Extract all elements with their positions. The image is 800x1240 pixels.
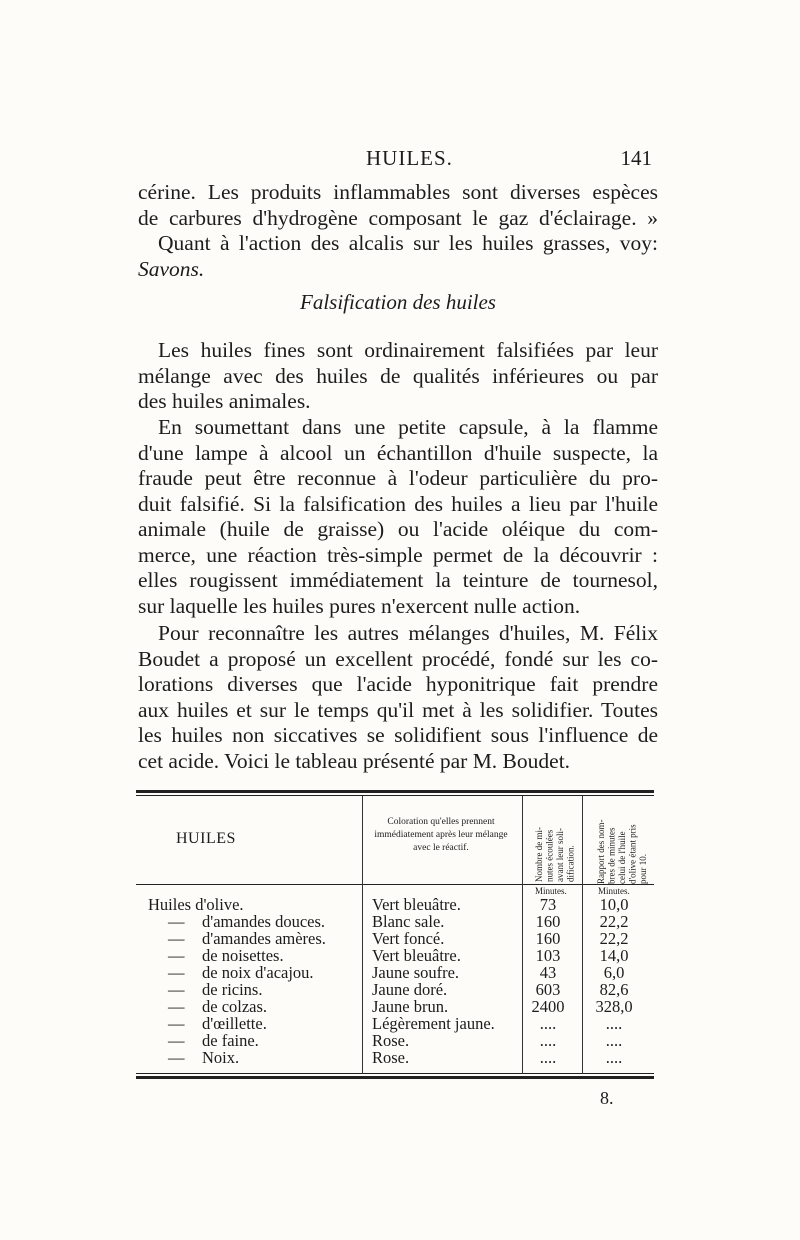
ditto-dash: — xyxy=(168,1014,185,1033)
coloration-cell: Vert bleuâtre. xyxy=(372,946,461,965)
table-row xyxy=(136,964,654,981)
oil-name: de noisettes. xyxy=(202,946,284,965)
text-line: duit falsifié. Si la falsification des huiles a lieu par l'huile xyxy=(138,491,658,516)
minutes-cell: 603 xyxy=(535,980,561,999)
table-row xyxy=(136,1032,654,1049)
text-line: cérine. Les produits inflammables sont diverses espèces xyxy=(138,180,658,204)
minutes-cell: .... xyxy=(539,1014,557,1033)
text-line: animale (huile de graisse) ou l'acide oléique du com- xyxy=(138,517,658,541)
text-line: lorations diverses que l'acide hyponitrique fait prendre xyxy=(138,672,658,696)
oil-name: d'œillette. xyxy=(202,1014,267,1033)
text-line: de carbures d'hydrogène composant le gaz d'éclairage. » xyxy=(138,205,658,230)
text-line: les huiles non siccatives se solidifient sous l'influence de xyxy=(138,723,658,747)
ditto-dash: — xyxy=(168,997,185,1016)
ditto-dash: — xyxy=(168,1031,185,1050)
rapport-cell: 6,0 xyxy=(603,963,625,982)
text-line: Quant à l'action des alcalis sur les huiles grasses, voy: xyxy=(158,231,658,255)
text-line: merce, une réaction très-simple permet de la découvrir : xyxy=(138,542,658,567)
rapport-cell: .... xyxy=(605,1014,623,1033)
oil-name: d'amandes douces. xyxy=(202,912,326,931)
table-row xyxy=(136,1049,654,1066)
minutes-cell: .... xyxy=(539,1048,557,1067)
ditto-dash: — xyxy=(168,946,185,965)
unit-minutes: Minutes. xyxy=(535,886,567,896)
oil-name: Huiles d'olive. xyxy=(148,895,244,914)
rapport-cell: .... xyxy=(605,1031,623,1050)
table-row xyxy=(136,947,654,964)
rapport-cell: 82,6 xyxy=(599,980,629,999)
page-number: 141 xyxy=(620,146,652,170)
table-body xyxy=(136,896,654,1066)
table-top-rule xyxy=(136,790,654,793)
text-line: d'une lampe à alcool un échantillon d'huile suspecte, la xyxy=(138,440,658,465)
table-row xyxy=(136,930,654,947)
text-line: Boudet a proposé un excellent procédé, fondé sur les co- xyxy=(138,646,658,671)
coloration-cell: Jaune soufre. xyxy=(372,963,460,982)
oil-name: Noix. xyxy=(202,1048,240,1067)
running-header xyxy=(138,146,658,176)
ditto-dash: — xyxy=(168,929,185,948)
table-bottom-rule-thin xyxy=(136,1073,654,1074)
coloration-cell: Vert bleuâtre. xyxy=(372,895,461,914)
minutes-cell: 103 xyxy=(535,946,561,965)
oil-name: de ricins. xyxy=(202,980,263,999)
rapport-cell: 22,2 xyxy=(599,929,629,948)
running-title: HUILES. xyxy=(366,146,453,170)
rapport-cell: 14,0 xyxy=(599,946,629,965)
rapport-cell: .... xyxy=(605,1048,623,1067)
minutes-cell: .... xyxy=(539,1031,557,1050)
oil-name: de colzas. xyxy=(202,997,268,1016)
text-line: cet acide. Voici le tableau présenté par M. Boudet. xyxy=(138,748,571,773)
oil-name: de noix d'acajou. xyxy=(202,963,314,982)
text-line: En soumettant dans une petite capsule, à la flamme xyxy=(158,415,658,439)
minutes-cell: 160 xyxy=(535,912,561,931)
minutes-cell: 2400 xyxy=(531,997,565,1016)
table-header-rule xyxy=(136,884,654,885)
minutes-cell: 73 xyxy=(539,895,557,914)
table-bottom-rule xyxy=(136,1076,654,1079)
paragraph-3 xyxy=(138,415,658,619)
text-line: elles rougissent immédiatement la teinture de tournesol, xyxy=(138,568,658,592)
table-row xyxy=(136,1015,654,1032)
text-line: des huiles animales. xyxy=(138,389,311,413)
unit-minutes: Minutes. xyxy=(598,886,630,896)
header-coloration: Coloration qu'elles prennent immédiatement après leur mélange avec le réactif. xyxy=(374,817,508,853)
minutes-cell: 43 xyxy=(539,963,557,982)
table-row xyxy=(136,896,654,913)
rapport-cell: 22,2 xyxy=(599,912,629,931)
header-huiles: HUILES xyxy=(176,830,236,847)
section-heading: Falsification des huiles xyxy=(300,290,496,314)
text-line: Savons. xyxy=(138,256,205,281)
table-row xyxy=(136,981,654,998)
rapport-cell: 328,0 xyxy=(595,997,633,1016)
text-line: fraude peut être reconnue à l'odeur particulière du pro- xyxy=(138,466,658,490)
signature-mark: 8. xyxy=(600,1088,614,1108)
oil-table xyxy=(136,790,654,1080)
header-rapport: Rapport des nom- bres de minutes celui de l'huile d'olive étant pris pour 10. xyxy=(596,819,648,884)
coloration-cell: Rose. xyxy=(372,1031,410,1050)
paragraph-1 xyxy=(138,180,658,282)
text-line: mélange avec des huiles de qualités inférieures ou par xyxy=(138,363,658,388)
header-minutes: Nombre de mi- nutes écoulées avant leur soli- dification. xyxy=(534,827,576,882)
oil-name: d'amandes amères. xyxy=(202,929,326,948)
coloration-cell: Blanc sale. xyxy=(372,912,445,931)
ditto-dash: — xyxy=(168,963,185,982)
coloration-cell: Jaune brun. xyxy=(372,997,449,1016)
ditto-dash: — xyxy=(168,912,185,931)
rapport-cell: 10,0 xyxy=(599,895,629,914)
ditto-dash: — xyxy=(168,1048,185,1067)
text-line: Pour reconnaître les autres mélanges d'huiles, M. Félix xyxy=(158,621,658,645)
oil-name: de faine. xyxy=(202,1031,259,1050)
text-line: aux huiles et sur le temps qu'il met à les solidifier. Toutes xyxy=(138,697,658,722)
coloration-cell: Jaune doré. xyxy=(372,980,448,999)
coloration-cell: Rose. xyxy=(372,1048,410,1067)
minutes-cell: 160 xyxy=(535,929,561,948)
text-line: sur laquelle les huiles pures n'exercent nulle action. xyxy=(138,593,581,618)
coloration-cell: Légèrement jaune. xyxy=(372,1014,495,1033)
paragraph-2 xyxy=(138,338,658,415)
text-line: Les huiles fines sont ordinairement falsifiées par leur xyxy=(158,338,658,362)
table-row xyxy=(136,913,654,930)
coloration-cell: Vert foncé. xyxy=(372,929,445,948)
table-top-rule-thin xyxy=(136,795,654,796)
table-row xyxy=(136,998,654,1015)
ditto-dash: — xyxy=(168,980,185,999)
paragraph-4 xyxy=(138,621,658,774)
